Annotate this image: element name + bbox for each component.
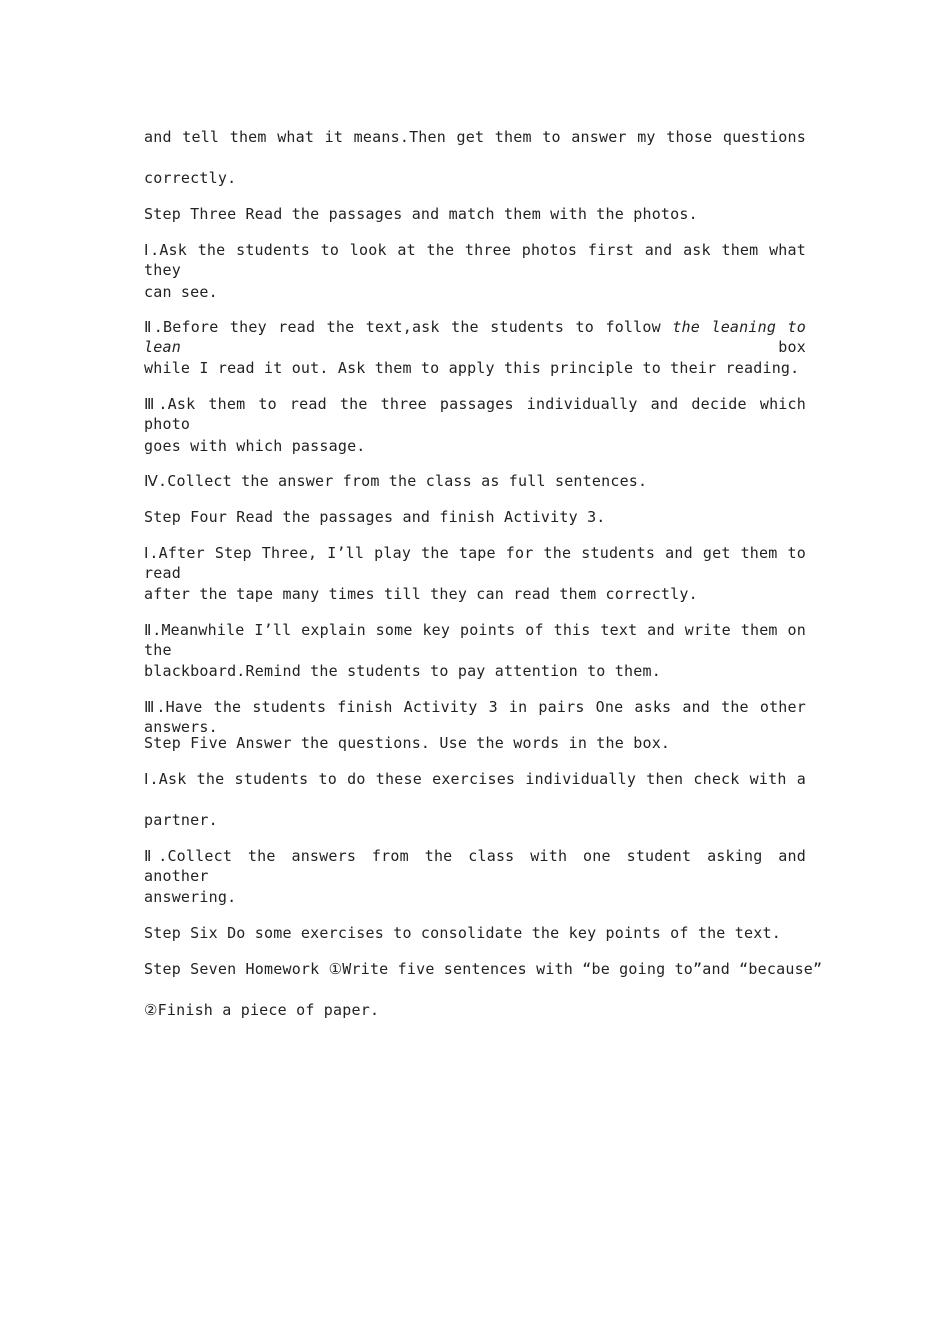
- text-line: while I read it out. Ask them to apply this principle to their reading.: [144, 359, 800, 377]
- text-line: Ⅰ.Ask the students to look at the three photos first and ask them what they: [144, 241, 806, 279]
- text-line: Ⅰ.After Step Three, I’ll play the tape for the students and get them to read: [144, 544, 806, 582]
- text-line: Ⅱ.Meanwhile I’ll explain some key points of this text and write them on the: [144, 621, 806, 659]
- text-line: after the tape many times till they can read them correctly.: [144, 585, 698, 603]
- italic-term: the leaning to lean: [144, 318, 806, 356]
- step-heading: Step Four Read the passages and finish Activity 3.: [144, 508, 606, 526]
- text-line: [144, 317, 806, 357]
- text-line: and tell them what it means.Then get them to answer my those questions: [144, 128, 806, 146]
- step-heading: Step Three Read the passages and match them with the photos.: [144, 205, 698, 223]
- text-line: answering.: [144, 888, 237, 906]
- text-line: Ⅳ.Collect the answer from the class as full sentences.: [144, 472, 648, 490]
- text-line: ②Finish a piece of paper.: [144, 1001, 380, 1019]
- text-line: Ⅱ.Collect the answers from the class with one student asking and another: [144, 847, 806, 885]
- text-segment: box: [180, 338, 806, 356]
- step-heading: Step Seven Homework ①Write five sentences with “be going to”and “because”: [144, 960, 823, 978]
- text-line: correctly.: [144, 169, 237, 187]
- step-heading: Step Five Answer the questions. Use the words in the box.: [144, 734, 671, 752]
- text-line: can see.: [144, 283, 218, 301]
- text-line: Ⅲ.Have the students finish Activity 3 in pairs One asks and the other answers.: [144, 698, 806, 736]
- text-line: goes with which passage.: [144, 437, 366, 455]
- text-line: blackboard.Remind the students to pay attention to them.: [144, 662, 661, 680]
- text-line: Ⅰ.Ask the students to do these exercises individually then check with a: [144, 770, 806, 788]
- text-segment: Ⅱ.Before they read the text,ask the students to follow: [144, 318, 673, 336]
- text-line: Ⅲ.Ask them to read the three passages individually and decide which photo: [144, 395, 806, 433]
- text-line: partner.: [144, 811, 218, 829]
- step-heading: Step Six Do some exercises to consolidate the key points of the text.: [144, 924, 781, 942]
